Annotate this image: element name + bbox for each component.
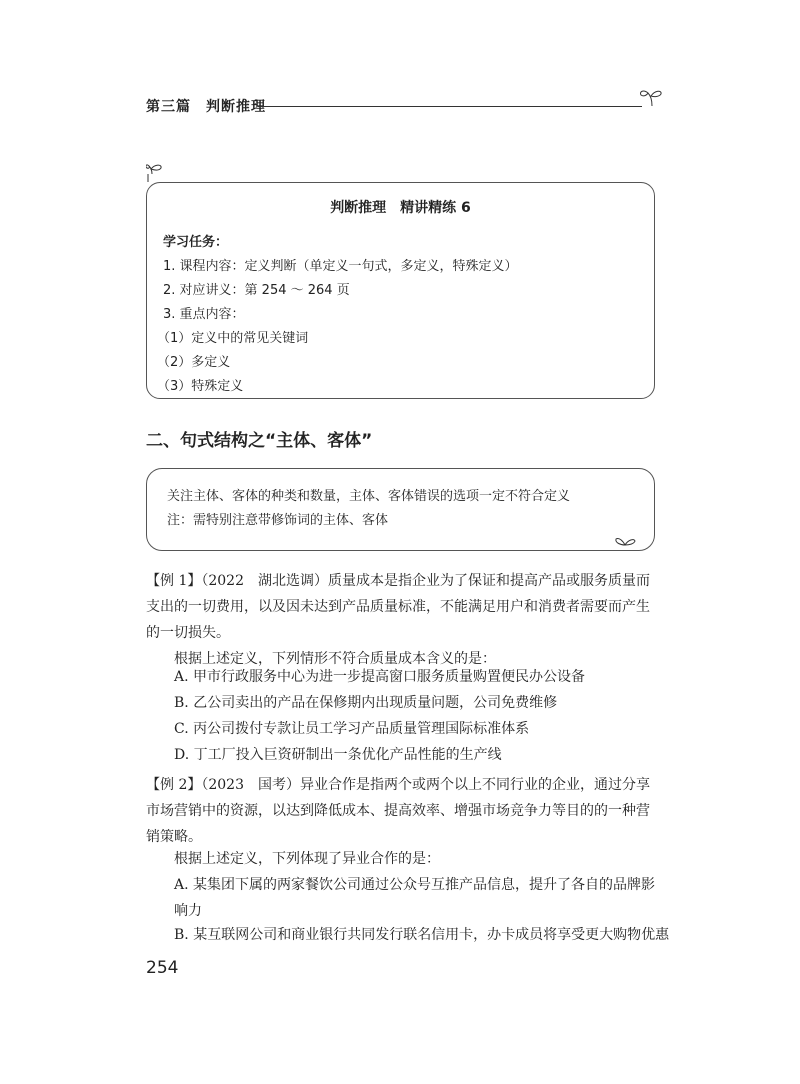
study-line: （3）特殊定义 (157, 379, 244, 394)
example-1-question: 根据上述定义，下列情形不符合质量成本含义的是： (174, 651, 496, 667)
example-1-option-c: C. 丙公司拨付专款让员工学习产品质量管理国际标准体系 (174, 721, 530, 737)
example-1-stem: 【例 1】（2022 湖北选调）质量成本是指企业为了保证和提高产品或服务质量而支出的一切费用，以及因未达到产品质量标准，不能满足用户和消费者需要而产生的一切损失。 (146, 573, 650, 641)
page-header (146, 94, 666, 118)
example-1-option-a: A. 甲市行政服务中心为进一步提高窗口服务质量购置便民办公设备 (174, 669, 586, 685)
study-box-title: 判断推理 精讲精练 6 (330, 200, 471, 216)
example-2-question: 根据上述定义，下列体现了异业合作的是： (174, 851, 440, 867)
example-1-option-b: B. 乙公司卖出的产品在保修期内出现质量问题，公司免费维修 (174, 695, 558, 711)
chapter-title: 第三篇 判断推理 (146, 99, 266, 115)
header-rule (258, 106, 642, 107)
example-1-option-d: D. 丁工厂投入巨资研制出一条优化产品性能的生产线 (174, 747, 502, 763)
page-number: 254 (146, 958, 179, 978)
study-task-box (146, 182, 655, 399)
example-2-stem: 【例 2】（2023 国考）异业合作是指两个或两个以上不同行业的企业，通过分享市场营销中的资源，以达到降低成本、提高效率、增强市场竞争力等目的的一种营销策略。 (146, 777, 650, 845)
tip-line: 注：需特别注意带修饰词的主体、客体 (167, 513, 389, 528)
study-line: 学习任务： (163, 235, 229, 250)
section-title: 二、句式结构之“主体、客体” (146, 431, 373, 451)
study-line: （1）定义中的常见关键词 (157, 331, 309, 346)
tip-line: 关注主体、客体的种类和数量，主体、客体错误的选项一定不符合定义 (167, 489, 571, 504)
example-2-option-b: B. 某互联网公司和商业银行共同发行联名信用卡，办卡成员将享受更大购物优惠 (174, 927, 670, 943)
sprout-icon (146, 160, 172, 182)
study-line: 1. 课程内容：定义判断（单定义一句式，多定义，特殊定义） (163, 259, 518, 274)
study-line: （2）多定义 (157, 355, 231, 370)
study-line: 2. 对应讲义：第 254 ～ 264 页 (163, 283, 350, 298)
example-2-option-a: A. 某集团下属的两家餐饮公司通过公众号互推产品信息，提升了各自的品牌影响力 (174, 877, 656, 919)
sprout-icon (638, 86, 668, 108)
tip-box (146, 468, 655, 551)
sprout-icon (613, 533, 637, 547)
study-line: 3. 重点内容： (163, 307, 245, 322)
